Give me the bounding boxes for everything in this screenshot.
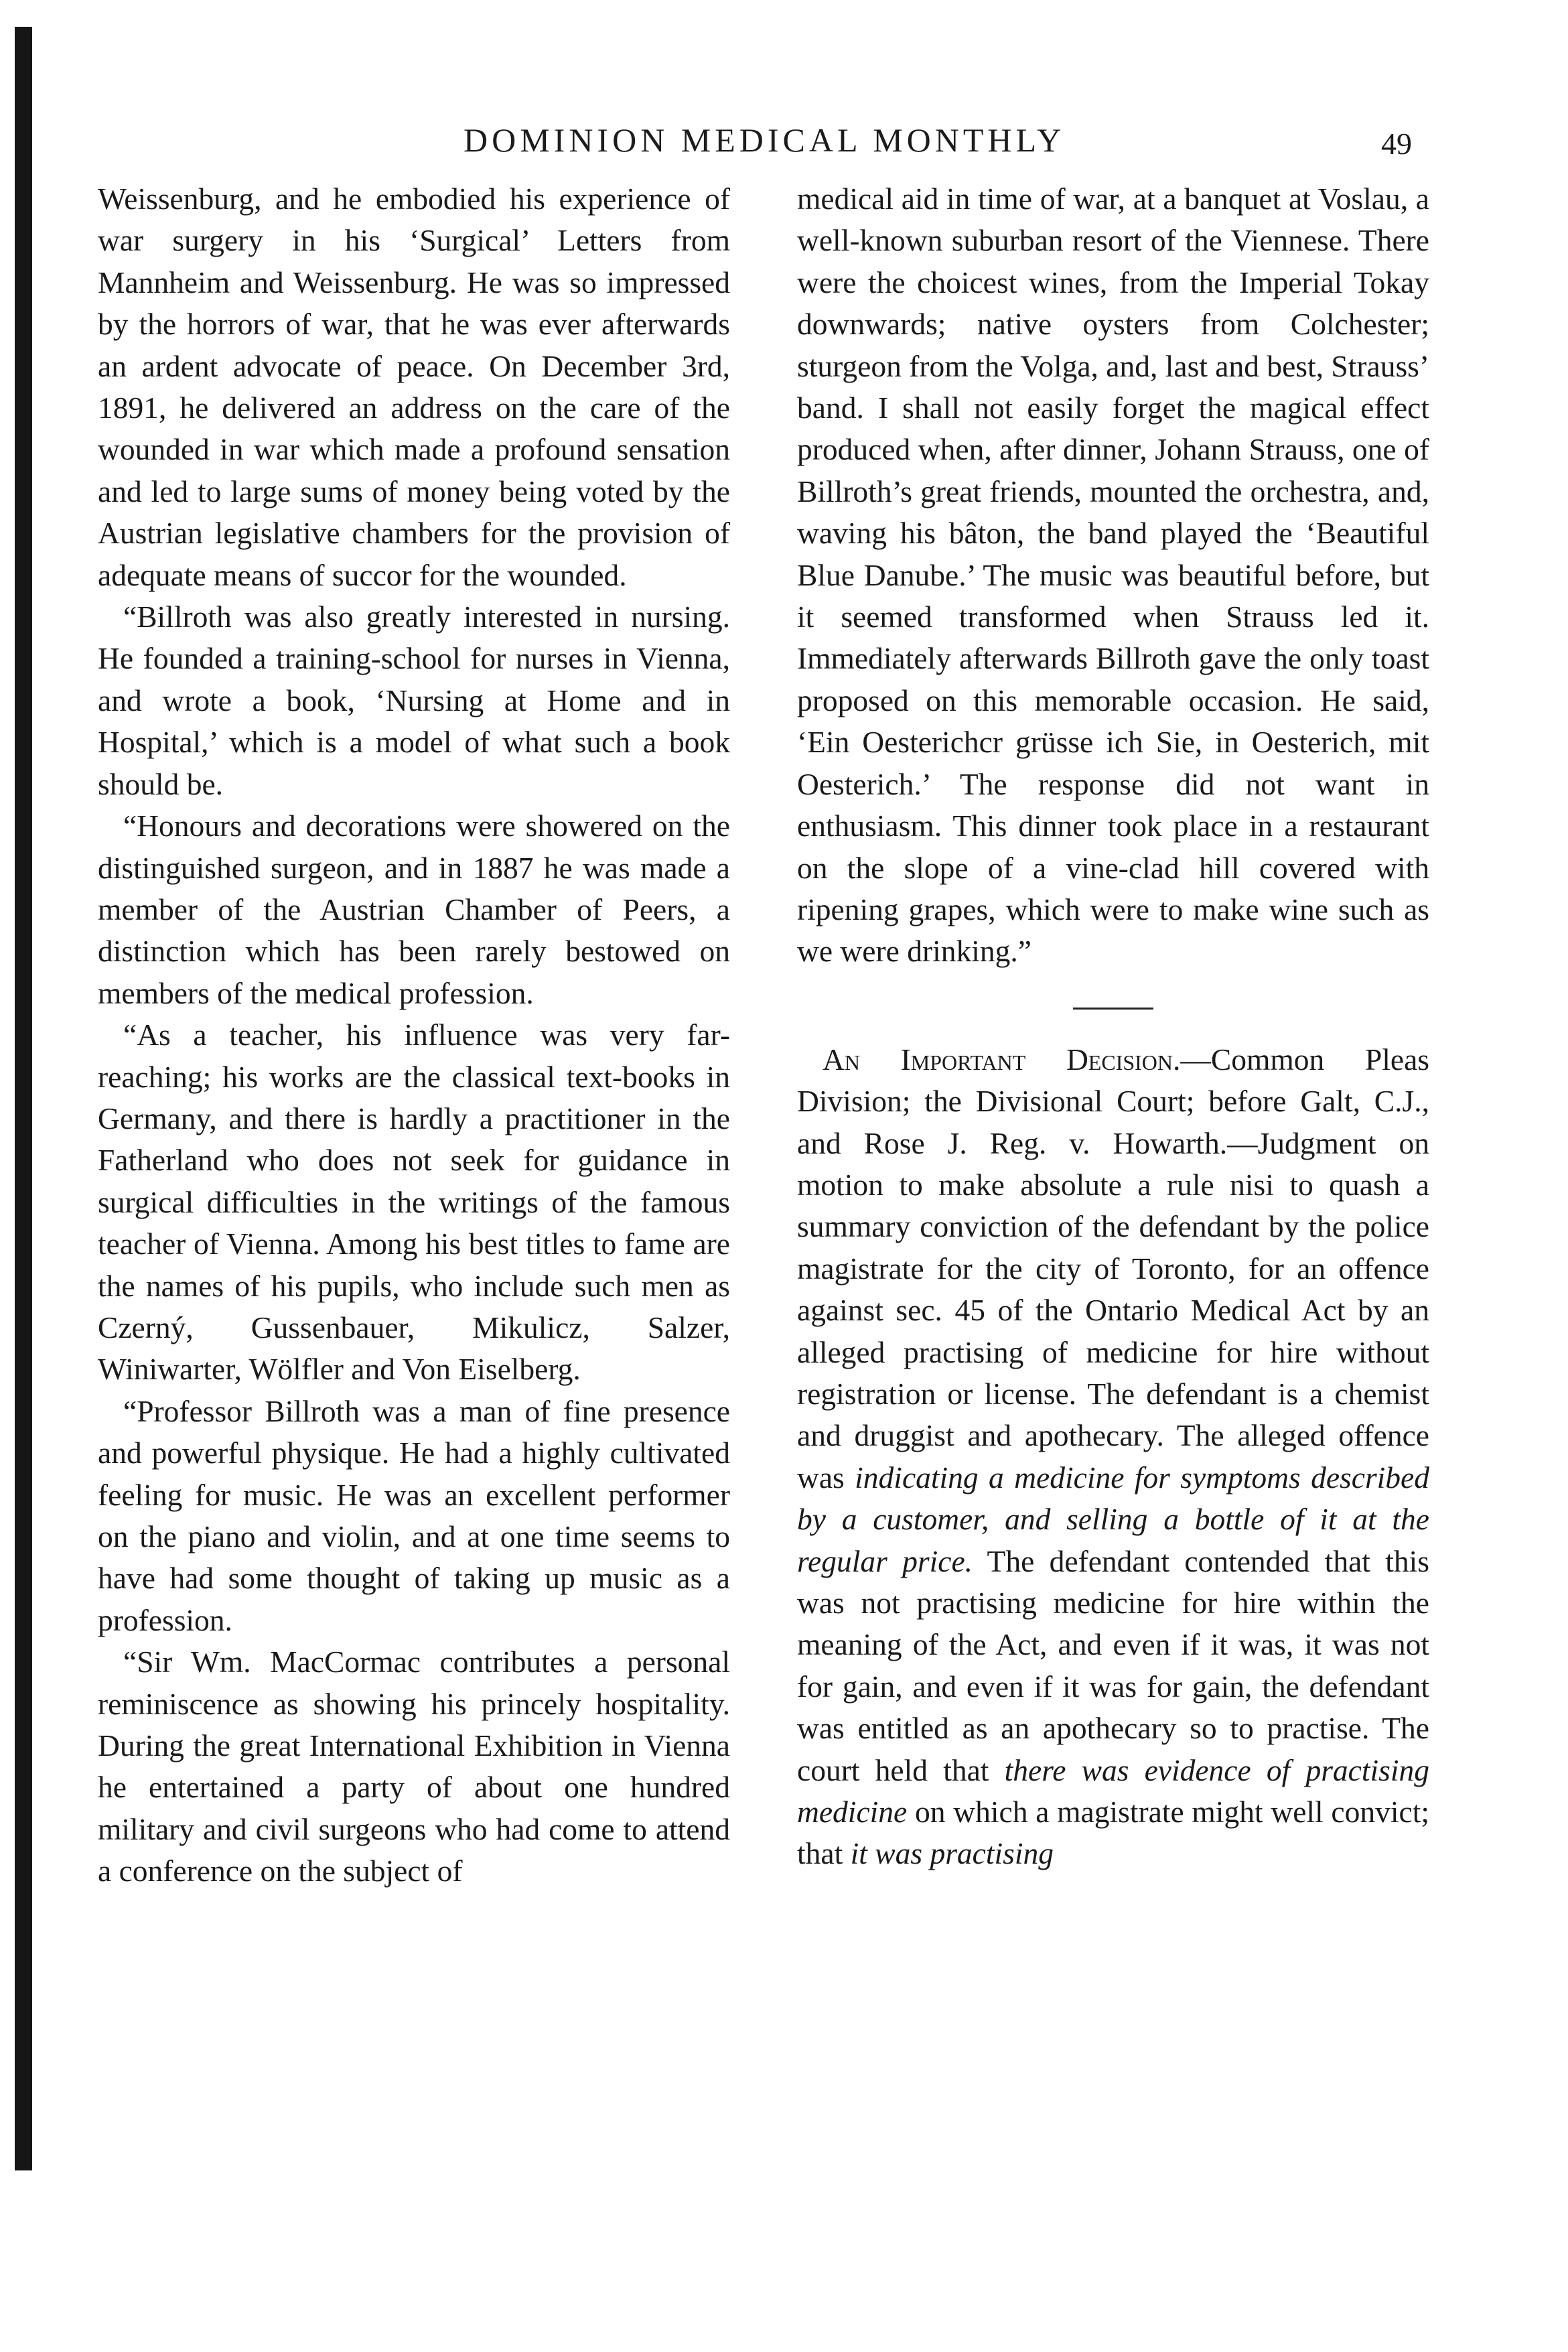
paragraph-war-surgery: Weissenburg, and he embodied his experience of war surgery in his ‘Surgical’ Letters from Mannheim and Weissenburg. He was so impressed by the horrors of war, that he was ever afterwards an ardent advocate of peace. On December 3rd, 1891, he delivered an address on the care of the wounded in war which made a profound sensation and led to large sums of money being voted by the Austrian legislative chambers for the provision of adequate means of succor for the wounded. — [98, 182, 730, 592]
paragraph-teacher: “As a teacher, his influence was very far-reaching; his works are the classical text-books in Germany, and there is hardly a practitioner in the Fatherland who does not seek for guidance in surgical difficulties in the writings of the famous teacher of Vienna. Among his best titles to fame are the names of his pupils, who include such men as Czerný, Gussenbauer, Mikulicz, Salzer, Winiwarter, Wölfler and Von Eiselberg. — [98, 1018, 730, 1387]
right-column — [797, 178, 1429, 1875]
page-binding-edge — [15, 27, 32, 2170]
decision-heading: An Important Decision. — [823, 1042, 1181, 1077]
decision-text-part-3: on which a magistrate might well convict; that — [797, 1795, 1429, 1871]
left-column — [98, 178, 730, 1892]
paragraph-nursing: “Billroth was also greatly interested in nursing. He founded a training-school for nurses in Vienna, and wrote a book, ‘Nursing at Home and in Hospital,’ which is a model of what such a book should be. — [98, 600, 730, 801]
decision-text-part-2: The defendant contended that this was not practising medicine for hire within the meaning of the Act, and even if it was, it was not for gain, and even if it was for gain, the defendant was entitled as an apothecary so to practise. The court held that — [797, 1543, 1429, 1787]
paragraph-honours: “Honours and decorations were showered on the distinguished surgeon, and in 1887 he was made a member of the Austrian Chamber of Peers, a distinction which has been rarely bestowed on members of the medical profession. — [98, 809, 730, 1010]
page-number: 49 — [1381, 127, 1412, 161]
paragraph-physique: “Professor Billroth was a man of fine presence and powerful physique. He had a highly cultivated feeling for music. He was an excellent performer on the piano and violin, and at one time seems to have had some thought of taking up music as a profession. — [98, 1393, 730, 1637]
paragraph-banquet: medical aid in time of war, at a banquet at Voslau, a well-known suburban resort of the Viennese. There were the choicest wines, from the Imperial Tokay downwards; native oysters from Colchester; sturgeon from the Volga, and, last and best, Strauss’ band. I shall not easily forget the magical effect produced when, after dinner, Johann Strauss, one of Billroth’s great friends, mounted the orchestra, and, waving his bâton, the band played the ‘Beautiful Blue Danube.’ The music was beautiful before, but it seemed transformed when Strauss led it. Immediately afterwards Billroth gave the only toast proposed on this memorable occasion. He said, ‘Ein Oesterichcr grüsse ich Sie, in Oesterich, mit Oesterich.’ The response did not want in enthusiasm. This dinner took place in a restaurant on the slope of a vine-clad hill covered with ripening grapes, which were to make wine such as we were drinking.” — [797, 182, 1430, 969]
decision-italic-part-1: indicating a medicine for symptoms described by a customer, and selling a bottle of it at the regular price. — [797, 1460, 1429, 1578]
paragraph-reminiscence: “Sir Wm. MacCormac contributes a personal reminiscence as showing his princely hospitality. During the great International Exhibition in Vienna he entertained a party of about one hundred military and civil surgeons who had come to attend a conference on the subject of — [98, 1645, 730, 1888]
running-head — [0, 121, 1568, 167]
decision-italic-part-3: it was practising — [850, 1836, 1054, 1871]
decision-italic-part-2: there was evidence of practising medicine — [797, 1752, 1429, 1829]
section-divider — [1073, 1008, 1153, 1010]
journal-title: DOMINION MEDICAL MONTHLY — [464, 121, 1066, 159]
paragraph-important-decision — [797, 1039, 1429, 1875]
decision-text-part-1: —Common Pleas Division; the Divisional Court; before Galt, C.J., and Rose J. Reg. v. Howarth.—Judgment on motion to make absolute a rule nisi to quash a summary conviction of the defendant by the police magistrate for the city of Toronto, for an offence against sec. 45 of the Ontario Medical Act by an alleged practising of medicine for hire without registration or license. The defendant is a chemist and druggist and apothecary. The alleged offence was — [797, 1042, 1429, 1495]
